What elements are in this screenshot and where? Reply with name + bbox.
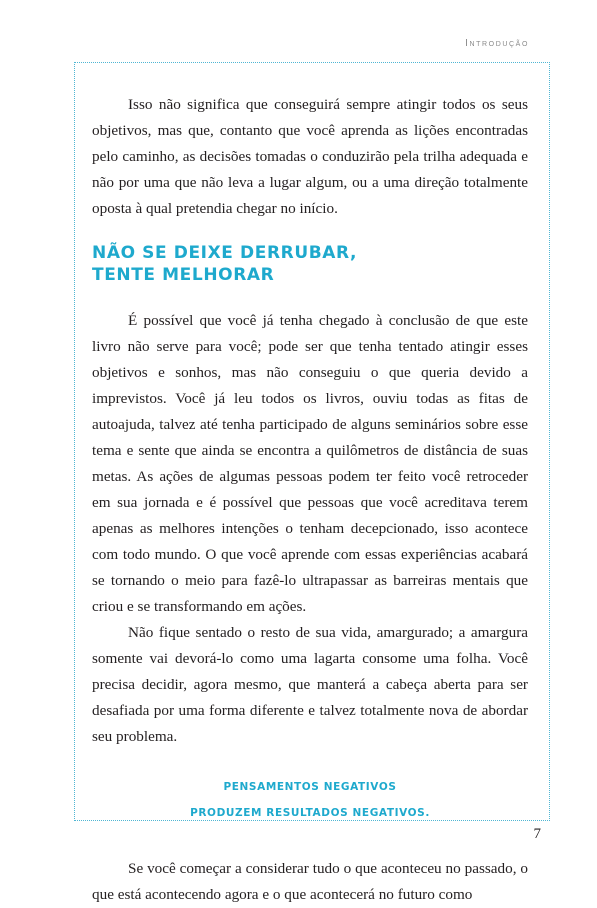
running-head: Introdução bbox=[465, 38, 529, 49]
pull-quote-line-2: PRODUZEM RESULTADOS NEGATIVOS. bbox=[190, 807, 430, 819]
pull-quote bbox=[92, 774, 528, 826]
paragraph-body-1: É possível que você já tenha chegado à conclusão de que este livro não serve para você; pode ser que tenha tentado atingir esses objetivos e sonhos, mas não conseguiu o que queria devido a imprevistos. Você já leu todos os livros, ouviu todas as fitas de autoajuda, talvez até tenha participado de alguns seminários sobre esse tema e sente que ainda se encontra a quilômetros de distância de suas metas. As ações de algumas pessoas podem ter feito você retroceder em sua jornada e é possível que pessoas que você acreditava terem apenas as melhores intenções o tenham decepcionado, isso acontece com todo mundo. O que você aprende com essas experiências acabará se tornando o meio para fazê-lo ultrapassar as barreiras mentais que criou e se transformando em ações. bbox=[92, 312, 528, 615]
paragraph-intro: Isso não significa que conseguirá sempre atingir todos os seus objetivos, mas que, contanto que você aprenda as lições encontradas pelo caminho, as decisões tomadas o conduzirão pela trilha adequada e não por uma que não leva a lugar algum, ou a uma direção totalmente oposta à qual pretendia chegar no início. bbox=[92, 96, 528, 217]
paragraph-body-2: Não fique sentado o resto de sua vida, amargurado; a amargura somente vai devorá-lo como uma lagarta consome uma folha. Você precisa decidir, agora mesmo, que manterá a cabeça aberta para ser desafiada por uma forma diferente e talvez totalmente nova de abordar seu problema. bbox=[92, 624, 528, 745]
section-heading-line-2: TENTE MELHORAR bbox=[92, 265, 275, 285]
pull-quote-line-1: PENSAMENTOS NEGATIVOS bbox=[223, 781, 397, 793]
section-heading-line-1: NÃO SE DEIXE DERRUBAR, bbox=[92, 243, 358, 263]
page-number: 7 bbox=[533, 826, 541, 842]
page-content bbox=[92, 92, 528, 908]
section-heading bbox=[92, 242, 528, 286]
paragraph-final: Se você começar a considerar tudo o que aconteceu no passado, o que está acontecendo agora e o que acontecerá no futuro como bbox=[92, 860, 528, 903]
